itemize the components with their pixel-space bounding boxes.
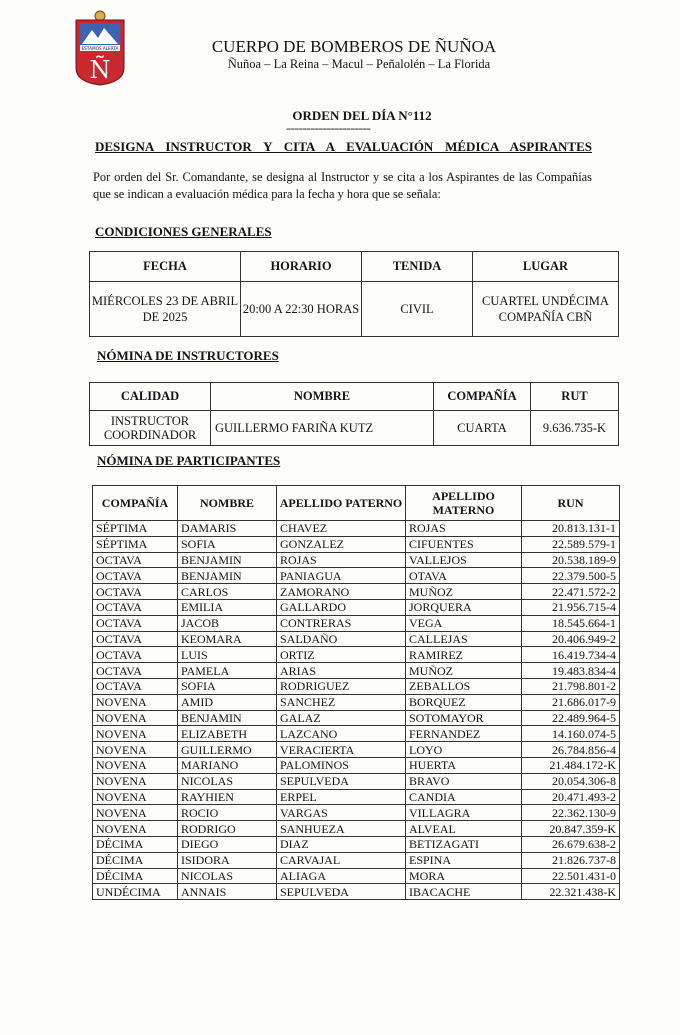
- dress-code: CIVIL: [362, 282, 473, 337]
- column-header: APELLIDO PATERNO: [277, 486, 406, 521]
- instructors-table: [89, 382, 619, 446]
- participant-company: NOVENA: [93, 773, 178, 789]
- participant-company: OCTAVA: [93, 647, 178, 663]
- column-header: RUN: [522, 486, 620, 521]
- event-location: CUARTEL UNDÉCIMA COMPAÑÍA CBÑ: [473, 282, 619, 337]
- participant-maternal-surname: VEGA: [406, 615, 522, 631]
- participant-company: NOVENA: [93, 726, 178, 742]
- participant-company: NOVENA: [93, 742, 178, 758]
- table-row: [93, 536, 620, 552]
- participant-maternal-surname: MORA: [406, 868, 522, 884]
- participant-maternal-surname: ESPINA: [406, 852, 522, 868]
- participant-paternal-surname: GALAZ: [277, 710, 406, 726]
- participant-paternal-surname: GONZALEZ: [277, 536, 406, 552]
- column-header: LUGAR: [473, 252, 619, 282]
- participant-maternal-surname: VALLEJOS: [406, 552, 522, 568]
- participant-company: DÉCIMA: [93, 836, 178, 852]
- participant-run: 22.362.130-9: [522, 805, 620, 821]
- participant-run: 21.686.017-9: [522, 694, 620, 710]
- participant-first-name: GUILLERMO: [178, 742, 277, 758]
- column-header: COMPAÑÍA: [93, 486, 178, 521]
- column-header: TENIDA: [362, 252, 473, 282]
- participant-first-name: ISIDORA: [178, 852, 277, 868]
- participant-maternal-surname: LOYO: [406, 742, 522, 758]
- table-header-row: [90, 252, 619, 282]
- participant-paternal-surname: SANHUEZA: [277, 821, 406, 837]
- participant-run: 20.813.131-1: [522, 521, 620, 537]
- participant-company: DÉCIMA: [93, 852, 178, 868]
- participant-maternal-surname: OTAVA: [406, 568, 522, 584]
- participant-paternal-surname: ERPEL: [277, 789, 406, 805]
- participant-paternal-surname: VERACIERTA: [277, 742, 406, 758]
- participant-first-name: MARIANO: [178, 757, 277, 773]
- participant-paternal-surname: DIAZ: [277, 836, 406, 852]
- participant-maternal-surname: JORQUERA: [406, 599, 522, 615]
- participant-paternal-surname: PANIAGUA: [277, 568, 406, 584]
- participant-paternal-surname: CONTRERAS: [277, 615, 406, 631]
- participant-company: OCTAVA: [93, 599, 178, 615]
- participant-first-name: DAMARIS: [178, 521, 277, 537]
- participant-paternal-surname: SANCHEZ: [277, 694, 406, 710]
- participant-maternal-surname: CIFUENTES: [406, 536, 522, 552]
- participant-paternal-surname: SEPULVEDA: [277, 773, 406, 789]
- participant-run: 22.321.438-K: [522, 884, 620, 900]
- participant-paternal-surname: CHAVEZ: [277, 521, 406, 537]
- participant-maternal-surname: BETIZAGATI: [406, 836, 522, 852]
- table-row: [93, 568, 620, 584]
- participant-run: 22.471.572-2: [522, 584, 620, 600]
- participant-run: 22.501.431-0: [522, 868, 620, 884]
- participant-maternal-surname: BORQUEZ: [406, 694, 522, 710]
- table-row: [93, 631, 620, 647]
- table-row: [90, 411, 619, 446]
- participant-paternal-surname: SALDAÑO: [277, 631, 406, 647]
- table-row: [93, 805, 620, 821]
- instructor-rut: 9.636.735-K: [531, 411, 619, 446]
- participant-company: SÉPTIMA: [93, 521, 178, 537]
- participant-run: 19.483.834-4: [522, 663, 620, 679]
- participant-maternal-surname: ROJAS: [406, 521, 522, 537]
- participant-first-name: AMID: [178, 694, 277, 710]
- participant-run: 26.679.638-2: [522, 836, 620, 852]
- participant-paternal-surname: ARIAS: [277, 663, 406, 679]
- table-row: [93, 757, 620, 773]
- participant-company: NOVENA: [93, 710, 178, 726]
- participant-paternal-surname: SEPULVEDA: [277, 884, 406, 900]
- instructor-role: INSTRUCTOR COORDINADOR: [90, 411, 211, 446]
- participant-run: 16.419.734-4: [522, 647, 620, 663]
- participant-first-name: ANNAIS: [178, 884, 277, 900]
- participant-first-name: SOFIA: [178, 536, 277, 552]
- participant-company: NOVENA: [93, 694, 178, 710]
- participant-maternal-surname: IBACACHE: [406, 884, 522, 900]
- participant-run: 26.784.856-4: [522, 742, 620, 758]
- table-row: [93, 742, 620, 758]
- participant-company: OCTAVA: [93, 552, 178, 568]
- order-title: ORDEN DEL DÍA N°112: [292, 108, 432, 123]
- table-row: [93, 647, 620, 663]
- table-row: [93, 584, 620, 600]
- participant-first-name: EMILIA: [178, 599, 277, 615]
- participant-paternal-surname: RODRIGUEZ: [277, 678, 406, 694]
- participant-first-name: RAYHIEN: [178, 789, 277, 805]
- table-row: [93, 678, 620, 694]
- participant-first-name: NICOLAS: [178, 773, 277, 789]
- participant-maternal-surname: ZEBALLOS: [406, 678, 522, 694]
- participant-first-name: BENJAMIN: [178, 710, 277, 726]
- participants-body: [93, 521, 620, 900]
- column-header: CALIDAD: [90, 383, 211, 411]
- table-header-row: [93, 486, 620, 521]
- participant-run: 20.471.493-2: [522, 789, 620, 805]
- participant-company: OCTAVA: [93, 615, 178, 631]
- participant-run: 20.054.306-8: [522, 773, 620, 789]
- participant-first-name: CARLOS: [178, 584, 277, 600]
- participant-first-name: BENJAMIN: [178, 568, 277, 584]
- table-row: [93, 552, 620, 568]
- participant-first-name: ELIZABETH: [178, 726, 277, 742]
- participant-maternal-surname: CANDIA: [406, 789, 522, 805]
- table-row: [93, 615, 620, 631]
- participant-company: NOVENA: [93, 789, 178, 805]
- participant-first-name: NICOLAS: [178, 868, 277, 884]
- event-time: 20:00 A 22:30 HORAS: [241, 282, 362, 337]
- participant-company: OCTAVA: [93, 584, 178, 600]
- participant-run: 21.956.715-4: [522, 599, 620, 615]
- intro-paragraph: Por orden del Sr. Comandante, se designa al Instructor y se cita a los Aspirantes de las Compañías que se indican a evaluación médica para la fecha y hora que se señala:: [93, 170, 592, 201]
- column-header: APELLIDO MATERNO: [406, 486, 522, 521]
- participant-company: SÉPTIMA: [93, 536, 178, 552]
- column-header: COMPAÑÍA: [434, 383, 531, 411]
- participant-company: OCTAVA: [93, 568, 178, 584]
- logo-motto: ESTAMOS ALERTA: [81, 46, 119, 51]
- participant-first-name: ROCIO: [178, 805, 277, 821]
- participant-company: NOVENA: [93, 757, 178, 773]
- participant-maternal-surname: CALLEJAS: [406, 631, 522, 647]
- column-header: NOMBRE: [178, 486, 277, 521]
- participant-run: 22.589.579-1: [522, 536, 620, 552]
- table-row: [93, 789, 620, 805]
- participant-first-name: PAMELA: [178, 663, 277, 679]
- table-row: [93, 694, 620, 710]
- table-row: [93, 868, 620, 884]
- participant-maternal-surname: BRAVO: [406, 773, 522, 789]
- table-row: [93, 821, 620, 837]
- document-subject: DESIGNA INSTRUCTOR Y CITA A EVALUACIÓN MÉDICA ASPIRANTES: [95, 139, 592, 154]
- participant-paternal-surname: PALOMINOS: [277, 757, 406, 773]
- table-row: [90, 282, 619, 337]
- participant-company: DÉCIMA: [93, 868, 178, 884]
- participant-first-name: BENJAMIN: [178, 552, 277, 568]
- participant-run: 22.489.964-5: [522, 710, 620, 726]
- table-row: [93, 663, 620, 679]
- participant-run: 20.538.189-9: [522, 552, 620, 568]
- participant-maternal-surname: FERNANDEZ: [406, 726, 522, 742]
- table-row: [93, 710, 620, 726]
- participant-maternal-surname: VILLAGRA: [406, 805, 522, 821]
- participants-heading: NÓMINA DE PARTICIPANTES: [97, 453, 281, 468]
- participant-run: 14.160.074-5: [522, 726, 620, 742]
- participant-paternal-surname: GALLARDO: [277, 599, 406, 615]
- participant-run: 21.484.172-K: [522, 757, 620, 773]
- participant-first-name: LUIS: [178, 647, 277, 663]
- participant-first-name: RODRIGO: [178, 821, 277, 837]
- participant-first-name: SOFIA: [178, 678, 277, 694]
- participant-first-name: KEOMARA: [178, 631, 277, 647]
- table-row: [93, 599, 620, 615]
- organization-name: CUERPO DE BOMBEROS DE ÑUÑOA: [211, 37, 497, 56]
- participant-company: NOVENA: [93, 821, 178, 837]
- participant-run: 20.847.359-K: [522, 821, 620, 837]
- table-row: [93, 836, 620, 852]
- column-header: FECHA: [90, 252, 241, 282]
- table-row: [93, 726, 620, 742]
- participant-company: UNDÉCIMA: [93, 884, 178, 900]
- participant-maternal-surname: SOTOMAYOR: [406, 710, 522, 726]
- table-row: [93, 884, 620, 900]
- title-double-rule: =====================: [286, 125, 371, 134]
- participant-run: 20.406.949-2: [522, 631, 620, 647]
- participant-company: OCTAVA: [93, 631, 178, 647]
- participant-paternal-surname: CARVAJAL: [277, 852, 406, 868]
- participant-run: 21.798.801-2: [522, 678, 620, 694]
- participant-first-name: JACOB: [178, 615, 277, 631]
- participant-run: 18.545.664-1: [522, 615, 620, 631]
- participant-company: OCTAVA: [93, 663, 178, 679]
- participant-paternal-surname: ORTIZ: [277, 647, 406, 663]
- participant-paternal-surname: ROJAS: [277, 552, 406, 568]
- participant-maternal-surname: MUÑOZ: [406, 663, 522, 679]
- participant-paternal-surname: ALIAGA: [277, 868, 406, 884]
- instructors-heading: NÓMINA DE INSTRUCTORES: [97, 348, 279, 363]
- participant-run: 22.379.500-5: [522, 568, 620, 584]
- participant-maternal-surname: HUERTA: [406, 757, 522, 773]
- participant-paternal-surname: VARGAS: [277, 805, 406, 821]
- table-row: [93, 852, 620, 868]
- column-header: HORARIO: [241, 252, 362, 282]
- event-date: MIÉRCOLES 23 DE ABRIL DE 2025: [90, 282, 241, 337]
- table-header-row: [90, 383, 619, 411]
- column-header: NOMBRE: [211, 383, 434, 411]
- instructor-name: GUILLERMO FARIÑA KUTZ: [211, 411, 434, 446]
- column-header: RUT: [531, 383, 619, 411]
- table-row: [93, 773, 620, 789]
- participant-company: NOVENA: [93, 805, 178, 821]
- logo-letter: Ñ: [89, 56, 111, 84]
- table-row: [93, 521, 620, 537]
- participant-maternal-surname: RAMIREZ: [406, 647, 522, 663]
- instructor-company: CUARTA: [434, 411, 531, 446]
- participant-paternal-surname: LAZCANO: [277, 726, 406, 742]
- participant-maternal-surname: MUÑOZ: [406, 584, 522, 600]
- participant-company: OCTAVA: [93, 678, 178, 694]
- general-conditions-heading: CONDICIONES GENERALES: [95, 224, 272, 239]
- participant-first-name: DIEGO: [178, 836, 277, 852]
- participant-paternal-surname: ZAMORANO: [277, 584, 406, 600]
- participants-table: [92, 485, 620, 900]
- participant-maternal-surname: ALVEAL: [406, 821, 522, 837]
- general-conditions-table: [89, 251, 619, 337]
- participant-run: 21.826.737-8: [522, 852, 620, 868]
- organization-communes: Ñuñoa – La Reina – Macul – Peñalolén – La Florida: [227, 57, 491, 71]
